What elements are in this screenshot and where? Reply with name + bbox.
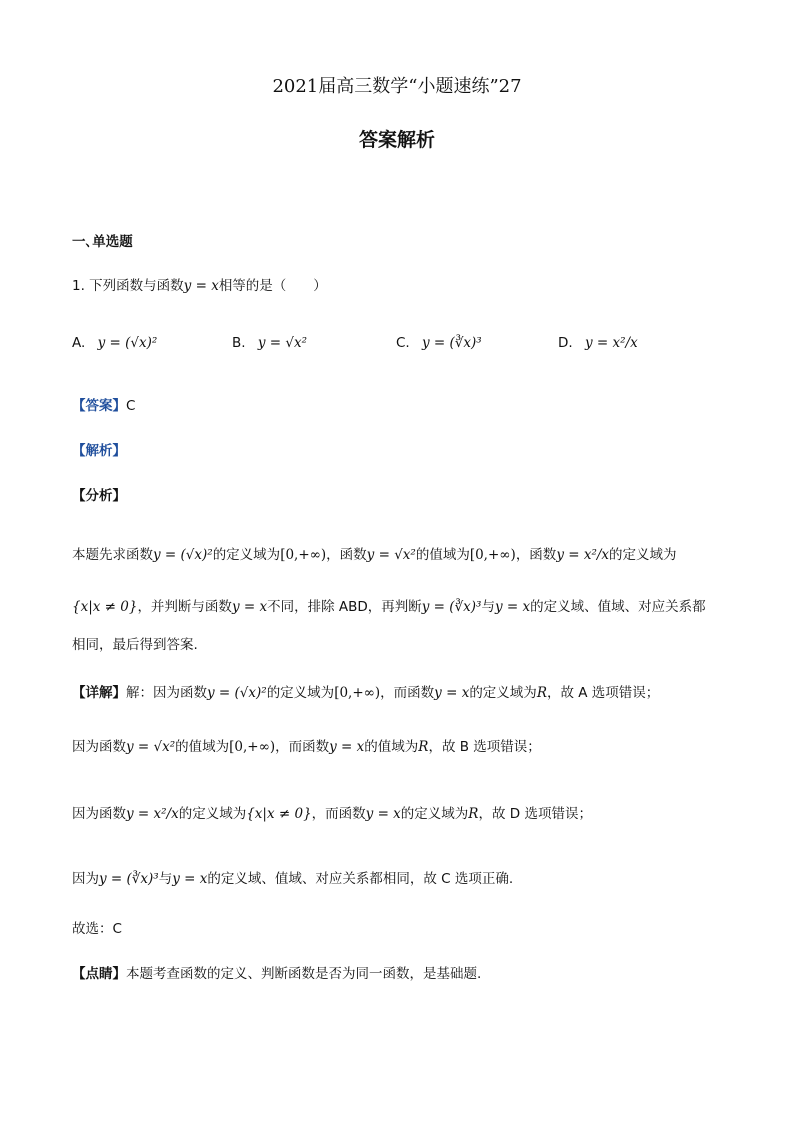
math-R: R xyxy=(418,739,429,755)
detail-text: ，而函数 xyxy=(311,806,366,822)
detail-text: 解：因为函数 xyxy=(126,685,207,701)
fenxi-text: 与 xyxy=(481,599,495,615)
fenxi-text: ，并判断与函数 xyxy=(137,599,232,615)
detail-text: ，而函数 xyxy=(380,685,435,701)
detail-text: 因为函数 xyxy=(72,739,126,755)
option-a xyxy=(72,335,157,351)
detail-text: 因为函数 xyxy=(72,806,126,822)
math-R: R xyxy=(468,806,479,822)
math-expr-d: y = x²/x xyxy=(126,806,179,822)
document-subtitle: 答案解析 xyxy=(358,129,435,151)
detail-line-4 xyxy=(72,869,513,889)
option-b-label: B. xyxy=(232,335,246,351)
detail-text: 的定义域为 xyxy=(469,685,537,701)
question-prefix: 1. 下列函数与函数 xyxy=(72,278,184,294)
math-expr-a: y = (√x)² xyxy=(153,547,213,563)
detail-text: ，故 D 选项错误； xyxy=(478,806,592,822)
math-R: R xyxy=(536,685,547,701)
question-func: y = x xyxy=(183,278,219,294)
option-b xyxy=(232,335,307,351)
comment-line xyxy=(72,964,481,984)
fenxi-text: 的值域为 xyxy=(415,547,470,563)
math-interval: [0,+∞) xyxy=(280,547,327,563)
detail-text: 的定义域、值域、对应关系都相同，故 C 选项正确. xyxy=(207,871,514,887)
detail-text: 因为 xyxy=(72,871,99,887)
option-d xyxy=(558,335,638,351)
detail-text: ，故 B 选项错误； xyxy=(428,739,541,755)
fenxi-tag: 【分析】 xyxy=(72,488,126,504)
detail-line-2 xyxy=(72,737,541,757)
detail-text: 的定义域为 xyxy=(178,806,247,822)
detail-text: 的定义域为 xyxy=(400,806,469,822)
option-c-label: C. xyxy=(396,335,410,351)
option-c xyxy=(396,335,482,351)
detail-text: 与 xyxy=(158,871,173,887)
question-stem xyxy=(72,276,327,296)
option-a-expr: y = (√x)² xyxy=(97,335,158,351)
fenxi-line-3: 相同，最后得到答案. xyxy=(72,637,198,653)
fenxi-text: 的定义域为 xyxy=(212,547,281,563)
math-expr-c: y = (∛x)³ xyxy=(421,599,482,615)
fenxi-line-1 xyxy=(72,545,677,565)
math-set: {x|x ≠ 0} xyxy=(246,806,312,822)
math-expr-b: y = √x² xyxy=(126,739,176,755)
math-yx: y = x xyxy=(494,599,531,615)
math-yx: y = x xyxy=(172,871,208,887)
math-yx: y = x xyxy=(329,739,365,755)
math-expr-a: y = (√x)² xyxy=(207,685,267,701)
math-interval: [0,+∞) xyxy=(334,685,381,701)
fenxi-text: 不同，排除 ABD，再判断 xyxy=(267,599,422,615)
detail-text: ，故 A 选项错误； xyxy=(546,685,660,701)
detail-line-3 xyxy=(72,804,592,824)
option-a-label: A. xyxy=(72,335,86,351)
math-expr-b: y = √x² xyxy=(366,547,416,563)
fenxi-text: ，函数 xyxy=(326,547,367,563)
option-c-expr: y = (∛x)³ xyxy=(422,335,482,351)
choose-line: 故选：C xyxy=(72,921,122,937)
answer-tag: 【答案】 xyxy=(72,398,126,414)
detail-text: 的定义域为 xyxy=(266,685,335,701)
math-set: {x|x ≠ 0} xyxy=(72,599,138,615)
detail-text: ，而函数 xyxy=(275,739,330,755)
document-title: 2021届高三数学“小题速练”27 xyxy=(272,76,522,97)
fenxi-text: 本题先求函数 xyxy=(72,547,153,563)
comment-text: 本题考查函数的定义、判断函数是否为同一函数，是基础题. xyxy=(126,966,482,982)
math-interval: [0,+∞) xyxy=(469,547,516,563)
math-interval: [0,+∞) xyxy=(229,739,276,755)
fenxi-text: 的定义域、值域、对应关系都 xyxy=(530,599,706,615)
option-b-expr: y = √x² xyxy=(257,335,308,351)
detail-line-1 xyxy=(72,683,659,703)
math-yx: y = x xyxy=(231,599,268,615)
math-yx: y = x xyxy=(365,806,401,822)
detail-text: 的值域为 xyxy=(364,739,419,755)
option-d-expr: y = x²/x xyxy=(584,335,638,351)
math-expr-c: y = (∛x)³ xyxy=(99,871,159,887)
answer-line xyxy=(72,396,135,416)
answer-value: C xyxy=(126,398,136,414)
question-suffix: 相等的是（ ） xyxy=(218,278,327,294)
jiexi-tag: 【解析】 xyxy=(72,443,126,459)
math-expr-d: y = x²/x xyxy=(556,547,610,563)
option-d-label: D. xyxy=(558,335,573,351)
fenxi-line-2 xyxy=(72,597,706,617)
math-yx: y = x xyxy=(434,685,470,701)
fenxi-text: ，函数 xyxy=(515,547,557,563)
detail-text: 的值域为 xyxy=(175,739,230,755)
fenxi-text: 的定义域为 xyxy=(609,547,677,563)
detail-tag: 【详解】 xyxy=(72,685,126,701)
section-heading: 一､单选题 xyxy=(72,234,133,250)
comment-tag: 【点睛】 xyxy=(72,966,126,982)
